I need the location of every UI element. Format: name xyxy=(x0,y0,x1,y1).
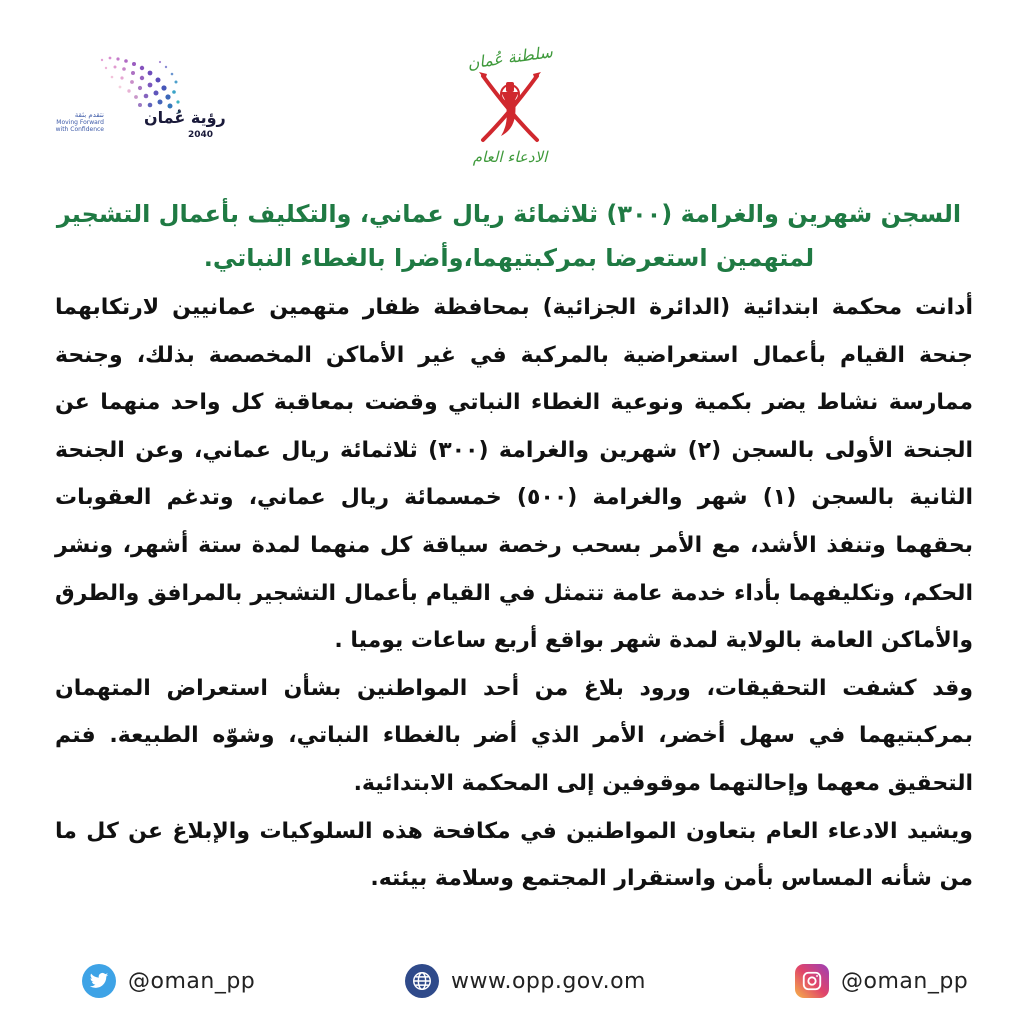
globe-icon xyxy=(405,964,439,998)
website-url: www.opp.gov.om xyxy=(451,968,646,994)
instagram-link[interactable] xyxy=(795,963,968,999)
header xyxy=(0,0,1024,190)
body-paragraph-verdict: أدانت محكمة ابتدائية (الدائرة الجزائية) بمحافظة ظفار متهمين عمانيين لارتكابهما جنحة القيام بأعمال استعراضية بالمركبة في غير الأماكن المخصصة بذلك، وجنحة ممارسة نشاط يضر بكمية ونوعية الغطاء النباتي وقضت بمعاقبة كل واحد منهما عن الجنحة الأولى بالسجن (٢) شهرين والغرامة (٣٠٠) ثلاثمائة ريال عماني، وعن الجنحة الثانية بالسجن (١) شهر والغرامة (٥٠٠) خمسمائة ريال عماني، وتدغم العقوبات بحقهما وتنفذ الأشد، مع الأمر بسحب رخصة سياقة كل منهما لمدة ستة أشهر، ونشر الحكم، وتكليفهما بأداء خدمة عامة تتمثل في القيام بأعمال التشجير بالمرافق والطرق والأماكن العامة بالولاية لمدة شهر بواقع أربع ساعات يوميا . xyxy=(55,295,974,654)
oman-vision-2040-logo xyxy=(42,52,242,152)
twitter-icon xyxy=(82,964,116,998)
vision-title-arabic: رؤية عُمان xyxy=(144,108,226,127)
khanjar-swords-icon xyxy=(475,68,545,148)
body-paragraph-investigation: وقد كشفت التحقيقات، ورود بلاغ من أحد المواطنين بشأن استعراض المتهمان بمركبتيهما في سهل أخضر، الأمر الذي أضر بالغطاء النباتي، وشوّه الطبيعة. فتم التحقيق معهما وإحالتهما موقوفين إلى المحكمة الابتدائية. xyxy=(55,675,973,796)
instagram-handle: @oman_pp xyxy=(841,968,969,994)
press-release-body xyxy=(55,284,973,903)
emblem-bottom-text: الادعاء العام xyxy=(472,148,548,166)
public-prosecution-emblem xyxy=(455,42,565,173)
body-paragraph-appreciation: ويشيد الادعاء العام بتعاون المواطنين في مكافحة هذه السلوكيات والإبلاغ عن كل ما من شأنه المساس بأمن واستقرار المجتمع وسلامة بيئته. xyxy=(55,818,973,892)
title-line-1: السجن شهرين والغرامة (٣٠٠) ثلاثمائة ريال عماني، والتكليف بأعمال التشجير xyxy=(56,200,962,228)
emblem-top-text: سلطنة عُمان xyxy=(466,42,554,73)
twitter-handle: @oman_pp xyxy=(128,968,256,994)
instagram-icon xyxy=(795,964,829,998)
title-line-2: لمتهمين استعرضا بمركبتيهما،وأضرا بالغطاء النباتي. xyxy=(203,244,815,272)
vision-year: 2040 xyxy=(188,130,214,140)
vision-tagline-arabic: نتقدم بثقة xyxy=(74,111,104,119)
footer-contacts xyxy=(0,955,1024,1005)
twitter-link[interactable] xyxy=(82,963,255,999)
vision-tagline-english: Moving Forward with Confidence xyxy=(55,119,104,133)
website-link[interactable] xyxy=(405,963,646,999)
press-release-title xyxy=(50,192,968,280)
vision-tagline xyxy=(44,112,104,133)
